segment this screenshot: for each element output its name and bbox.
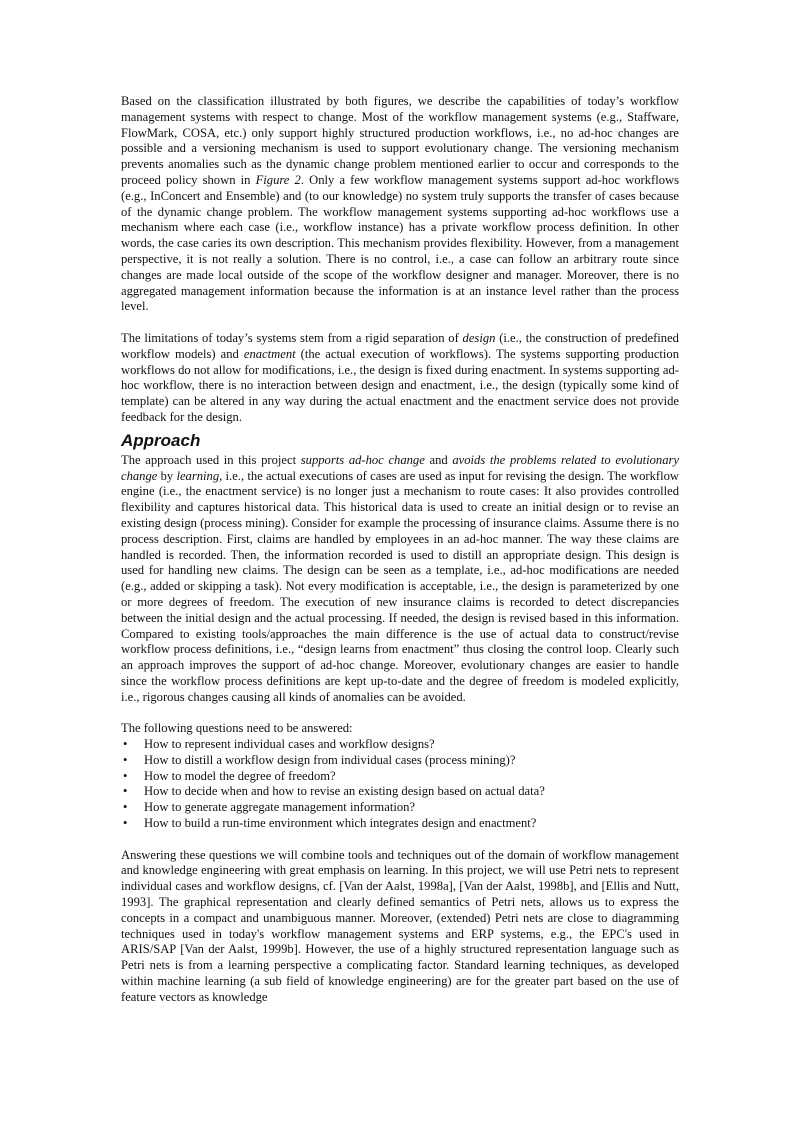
bullet: • <box>123 800 128 815</box>
paragraph-workflow-capabilities: Based on the classification illustrated by both figures, we describe the capabilities of today’s workflow management systems with respect to change. Most of the workflow management systems (e.g., Staffware, FlowMark, COSA, etc.) only support highly structured production workflows, i.e., no ad-hoc changes are possible and a versioning mechanism is used to support evolutionary change. The versioning mechanism prevents anomalies such as the dynamic change problem mentioned earlier to occur and corresponds to the proceed policy shown in Figure 2. Only a few workflow management systems support ad-hoc workflows (e.g., InConcert and Ensemble) and (to our knowledge) no system truly supports the transfer of cases because of the dynamic change problem. The workflow management systems supporting ad-hoc workflows use a mechanism where each case (i.e., workflow instance) has a private workflow process definition. In other words, the case caries its own description. This mechanism provides flexibility. However, from a management perspective, it is not really a solution. There is no control, i.e., a case can follow an arbitrary route since changes are made local outside of the scope of the workflow designer and manager. Moreover, there is no aggregated management information because the information is at an instance level rather than the process level. <box>121 94 679 314</box>
paragraph-gap <box>121 315 679 331</box>
paragraph-answering: Answering these questions we will combine tools and techniques out of the domain of workflow management and knowledge engineering with great emphasis on learning. In this project, we will use Petri nets to represent individual cases and workflow designs, cf. [Van der Aalst, 1998a], [Van der Aalst, 1998b], and [Ellis and Nutt, 1993]. The graphical representation and clearly defined semantics of Petri nets, allows us to express the concepts in a compact and unambiguous manner. Moreover, (extended) Petri nets are close to diagramming techniques used in today's workflow management systems and ERP systems, e.g., the EPC's used in ARIS/SAP [Van der Aalst, 1999b]. However, the use of a highly structured representation language such as Petri nets is from a learning perspective a complicating factor. Standard learning techniques, as developed within machine learning (a sub field of knowledge engineering) are for the greater part based on the use of feature vectors as knowledge <box>121 847 679 1004</box>
list-item: • How to model the degree of freedom? <box>123 768 336 783</box>
paragraph-approach: The approach used in this project supports ad-hoc change and avoids the problems related to evolutionary change by learning, i.e., the actual executions of cases are used as input for revising the design. The workflow engine (i.e., the enactment service) is no longer just a mechanism to route cases: It also provides controlled flexibility and captures historical data. This historical data is used to create an initial design or to revise an existing design (process mining). Consider for example the processing of insurance claims. Assume there is no process description. First, claims are handled by employees in an ad-hoc manner. The way these claims are handled is recorded. Then, the information recorded is used to distill an appropriate design. This design is used for handling new claims. The design can be seen as a template, i.e., ad-hoc modifications are needed (e.g., added or skipping a task). Not every modification is acceptable, i.e., the design is parameterized by one or more degrees of freedom. The execution of new insurance claims is recorded to detect discrepancies between the initial design and the actual processing. If needed, the design is revised based in this information. Compared to existing tools/approaches the main difference is the use of actual data to construct/revise workflow process definitions, i.e., “design learns from enactment” thus closing the control loop. Clearly such an approach improves the support of ad-hoc change. Moreover, evolutionary changes are easier to handle since the workflow process definitions are kept up-to-date and the degree of freedom is modeled explicitly, i.e., rigorous changes causing all kinds of anomalies can be avoided. <box>121 452 679 704</box>
bullet: • <box>123 752 128 767</box>
figure-reference: Figure 2 <box>255 172 301 187</box>
question-list <box>121 737 679 832</box>
bullet: • <box>123 816 128 831</box>
list-item: • How to represent individual cases and workflow designs? <box>123 737 435 752</box>
document-page <box>121 94 679 1006</box>
paragraph-limitations: The limitations of today’s systems stem from a rigid separation of design (i.e., the construction of predefined workflow models) and enactment (the actual execution of workflows). The systems supporting production workflows do not allow for modifications, i.e., the design is fixed during enactment. In systems supporting ad-hoc workflow, there is no interaction between design and enactment, i.e., the design (typically some kind of template) can be altered in any way during the actual enactment and the enactment service does not provide feedback for the design. <box>121 330 679 424</box>
list-item: • How to distill a workflow design from individual cases (process mining)? <box>123 752 516 767</box>
list-item: • How to generate aggregate management information? <box>123 800 415 815</box>
list-item: • How to build a run-time environment which integrates design and enactment? <box>123 816 537 831</box>
bullet: • <box>123 737 128 752</box>
list-item: • How to decide when and how to revise an existing design based on actual data? <box>123 784 545 799</box>
section-heading: Approach <box>121 430 201 450</box>
paragraph-questions-intro: The following questions need to be answered: <box>121 721 353 736</box>
paragraph-gap <box>121 705 679 721</box>
bullet: • <box>123 784 128 799</box>
bullet: • <box>123 768 128 783</box>
paragraph-gap <box>121 832 679 848</box>
